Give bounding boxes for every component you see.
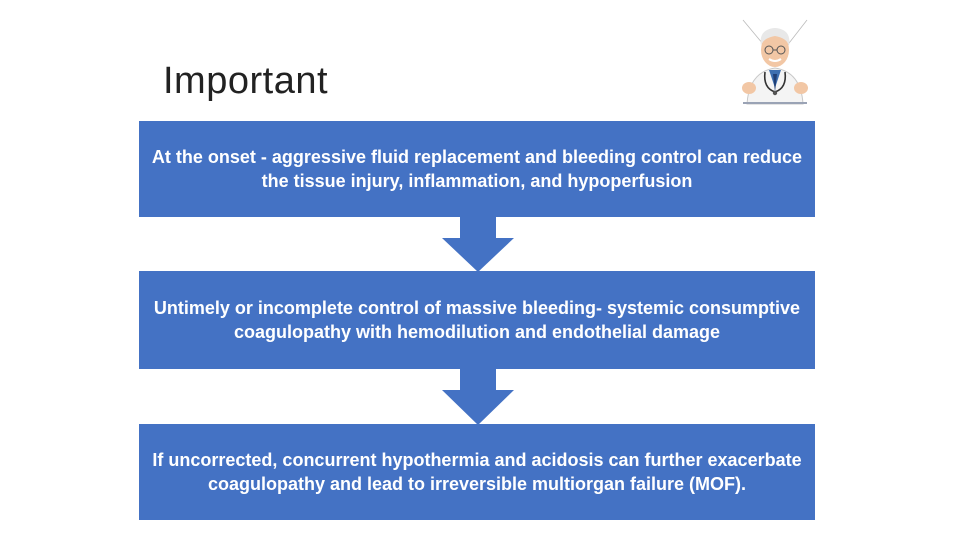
slide-title: Important (163, 60, 329, 102)
flow-step-3 (139, 424, 815, 520)
doctor-icon (735, 16, 815, 108)
flow-step-1-text: At the onset - aggressive fluid replacement and bleeding control can reduce the tissue injury, inflammation, and hypoperfusion (151, 147, 803, 191)
flow-step-2 (139, 271, 815, 369)
flow-step-3-text: If uncorrected, concurrent hypothermia and acidosis can further exacerbate coagulopathy and lead to irreversible multiorgan failure (MOF). (152, 450, 802, 494)
down-arrow-icon (442, 368, 514, 425)
down-arrow-icon (442, 216, 514, 272)
flow-step-2-text: Untimely or incomplete control of massive bleeding- systemic consumptive coagulopathy with hemodilution and endothelial damage (153, 298, 801, 342)
flow-step-1 (139, 121, 815, 217)
